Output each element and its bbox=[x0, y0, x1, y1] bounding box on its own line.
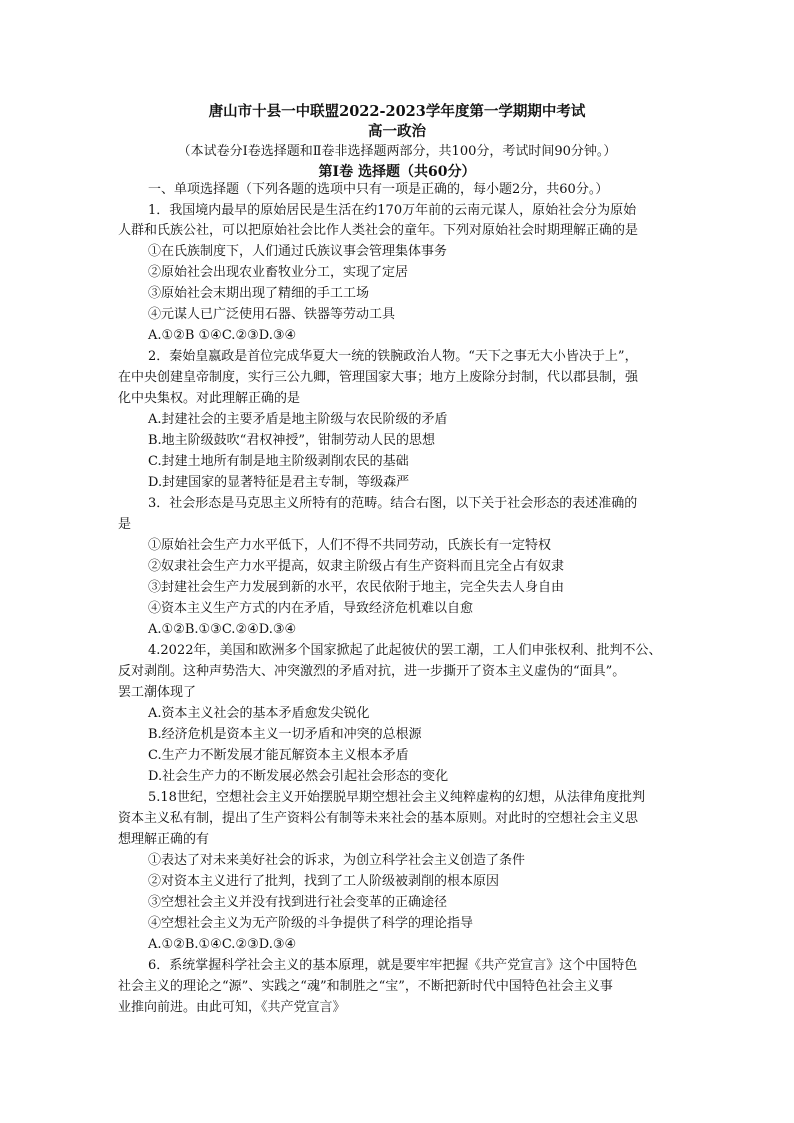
question-4-stem: 4.2022年，美国和欧洲多个国家掀起了此起彼伏的罢工潮，工人们申张权利、批判不公、 bbox=[148, 643, 662, 658]
question-5-stem: 5.18世纪，空想社会主义开始摆脱早期空想社会主义纯粹虚构的幻想，从法律角度批判 bbox=[148, 790, 645, 805]
question-2-option-a: A.封建社会的主要矛盾是地主阶级与农民阶级的矛盾 bbox=[148, 412, 448, 427]
question-5-stem-cont: 资本主义私有制，提出了生产资料公有制等未来社会的基本原则。对此时的空想社会主义思 bbox=[118, 811, 639, 826]
question-6-stem-cont: 业推向前进。由此可知，《共产党宣言》 bbox=[118, 1000, 346, 1015]
question-1-item: ①在氏族制度下，人们通过氏族议事会管理集体事务 bbox=[148, 244, 448, 259]
question-4-option-d: D.社会生产力的不断发展必然会引起社会形态的变化 bbox=[148, 769, 449, 784]
question-3-item: ①原始社会生产力水平低下，人们不得不共同劳动，氏族长有一定特权 bbox=[148, 538, 552, 553]
question-1-item: ④元谋人已广泛使用石器、铁器等劳动工具 bbox=[148, 307, 396, 322]
question-6-stem: 6．系统掌握科学社会主义的基本原理，就是要牢牢把握《共产党宣言》这个中国特色 bbox=[148, 958, 638, 973]
question-1-stem: 1．我国境内最早的原始居民是生活在约170万年前的云南元谋人，原始社会分为原始 bbox=[148, 203, 637, 218]
exam-subject: 高一政治 bbox=[368, 123, 426, 140]
question-3-stem-cont: 是 bbox=[118, 517, 132, 532]
question-4-stem-cont: 反对剥削。这种声势浩大、冲突激烈的矛盾对抗，进一步撕开了资本主义虚伪的“面具”。 bbox=[118, 664, 626, 679]
question-6-stem-cont: 社会主义的理论之“源”、实践之“魂”和制胜之“宝”，不断把新时代中国特色社会主义事 bbox=[118, 979, 613, 994]
question-2-stem-cont: 在中央创建皇帝制度，实行三公九卿，管理国家大事；地方上废除分封制，代以郡县制，强 bbox=[118, 370, 639, 385]
question-5-item: ②对资本主义进行了批判，找到了工人阶级被剥削的根本原因 bbox=[148, 874, 500, 889]
exam-note: （本试卷分Ⅰ卷选择题和Ⅱ卷非选择题两部分，共100分，考试时间90分钟。） bbox=[177, 144, 617, 159]
question-2-option-d: D.封建国家的显著特征是君主专制，等级森严 bbox=[148, 475, 410, 490]
question-5-item: ③空想社会主义并没有找到进行社会变革的正确途径 bbox=[148, 895, 448, 910]
exam-title: 唐山市十县一中联盟2022-2023学年度第一学期期中考试 bbox=[208, 103, 586, 120]
section-heading: 第Ⅰ卷 选择题（共60分） bbox=[318, 164, 476, 180]
question-5-options: A.①②B.①④C.②③D.③④ bbox=[148, 937, 297, 952]
question-5-item: ①表达了对未来美好社会的诉求，为创立科学社会主义创造了条件 bbox=[148, 853, 526, 868]
question-3-item: ③封建社会生产力发展到新的水平，农民依附于地主，完全失去人身自由 bbox=[148, 580, 565, 595]
question-1-stem-cont: 人群和氏族公社，可以把原始社会比作人类社会的童年。下列对原始社会时期理解正确的是 bbox=[118, 223, 639, 238]
question-3-stem: 3．社会形态是马克思主义所特有的范畴。结合右图，以下关于社会形态的表述准确的 bbox=[148, 496, 638, 511]
question-2-stem-cont: 化中央集权。对此理解正确的是 bbox=[118, 391, 301, 406]
question-2-option-c: C.封建土地所有制是地主阶级剥削农民的基础 bbox=[148, 454, 409, 469]
question-1-item: ③原始社会末期出现了精细的手工工场 bbox=[148, 286, 370, 301]
question-1-item: ②原始社会出现农业畜牧业分工，实现了定居 bbox=[148, 265, 409, 280]
question-2-stem: 2．秦始皇嬴政是首位完成华夏大一统的铁腕政治人物。“天下之事无大小皆决于上”， bbox=[148, 349, 638, 364]
question-3-item: ②奴隶社会生产力水平提高，奴隶主阶级占有生产资料而且完全占有奴隶 bbox=[148, 559, 565, 574]
question-3-options: A.①②B.①③C.②④D.③④ bbox=[148, 622, 297, 637]
question-1-options: A.①②B ①④C.②③D.③④ bbox=[148, 328, 297, 343]
question-3-item: ④资本主义生产方式的内在矛盾，导致经济危机难以自愈 bbox=[148, 601, 474, 616]
question-5-item: ④空想社会主义为无产阶级的斗争提供了科学的理论指导 bbox=[148, 916, 474, 931]
question-5-stem-cont: 想理解正确的有 bbox=[118, 832, 210, 847]
question-2-option-b: B.地主阶级鼓吹“君权神授”，钳制劳动人民的思想 bbox=[148, 433, 435, 448]
question-4-option-c: C.生产力不断发展才能瓦解资本主义根本矛盾 bbox=[148, 748, 409, 763]
question-4-stem-cont: 罢工潮体现了 bbox=[118, 685, 197, 700]
section-instruction: 一、单项选择题（下列各题的选项中只有一项是正确的，每小题2分，共60分。） bbox=[148, 182, 609, 197]
question-4-option-a: A.资本主义社会的基本矛盾愈发尖锐化 bbox=[148, 706, 370, 721]
question-4-option-b: B.经济危机是资本主义一切矛盾和冲突的总根源 bbox=[148, 727, 422, 742]
